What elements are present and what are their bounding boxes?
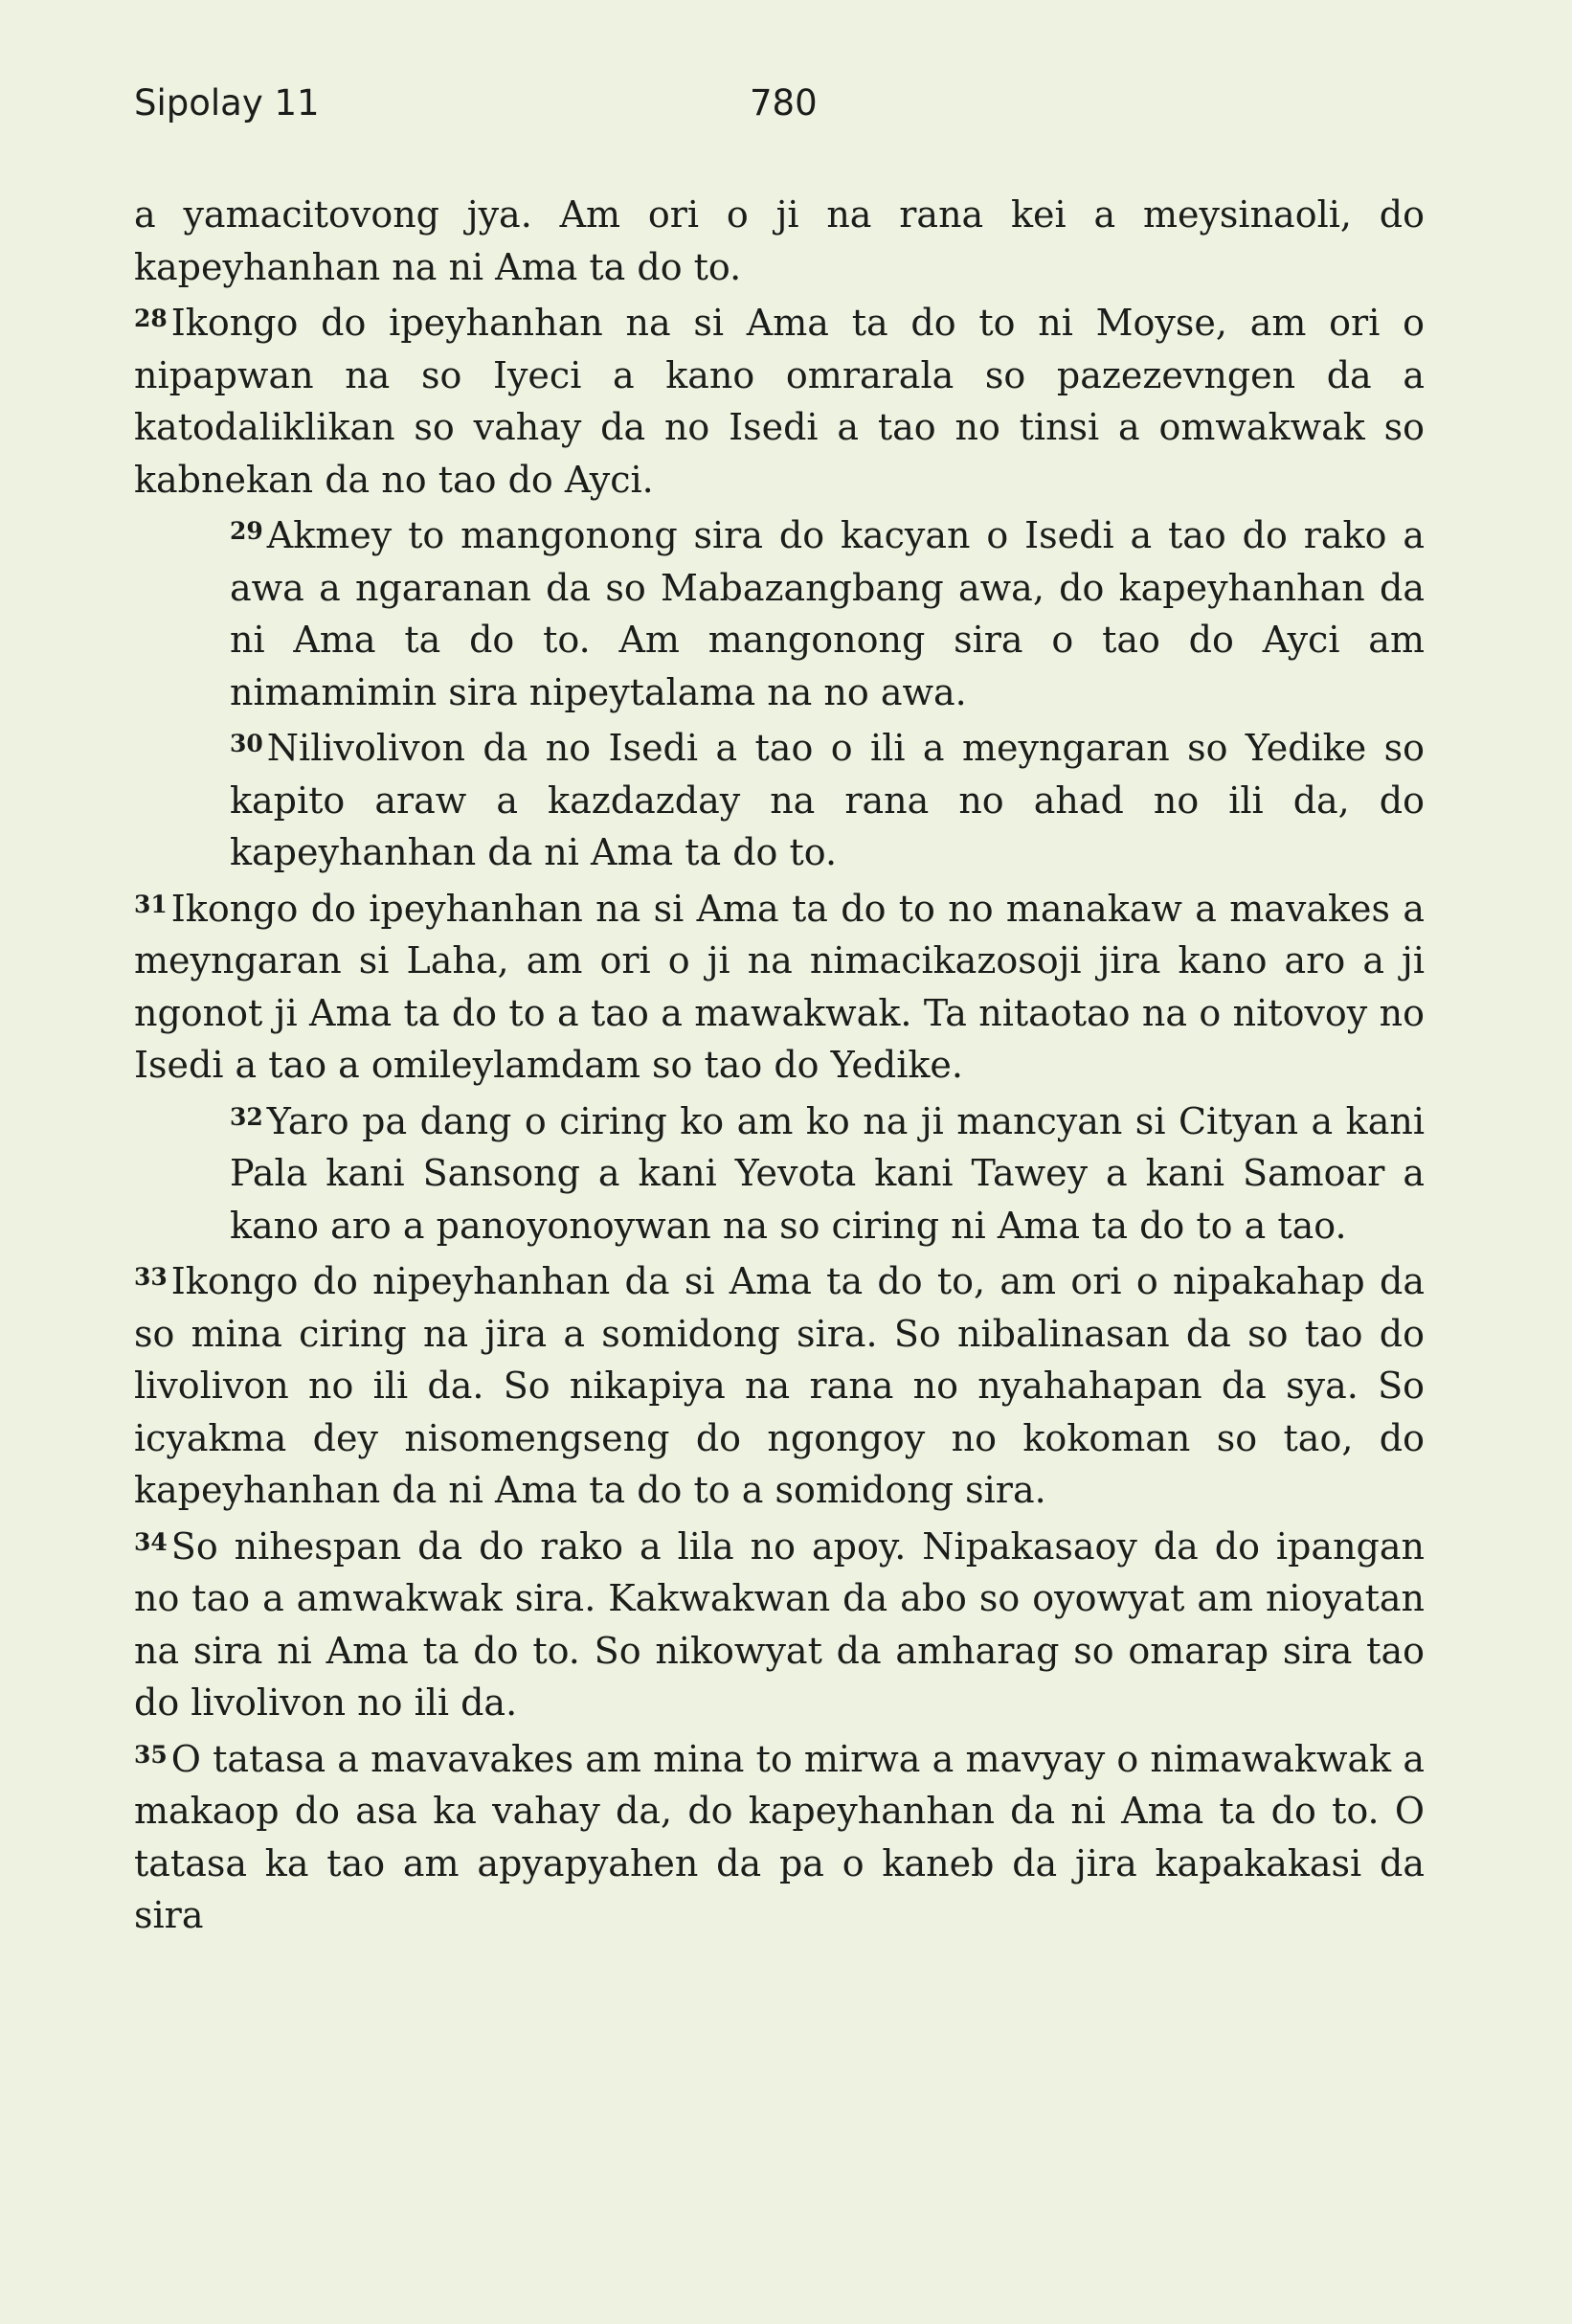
page-number: 780 (750, 82, 818, 124)
verse-text: Ikongo do ipeyhanhan na si Ama ta do to ni Moyse, am ori o nipapwan na so Iyeci a kano omrarala so pazezevngen da a katodaliklikan so vahay da no Isedi a tao no tinsi a omwakwak so kabnekan da no tao do Ayci. (134, 302, 1425, 501)
verse-text: Akmey to mangonong sira do kacyan o Isedi a tao do rako a awa a ngaranan da so Mabazangbang awa, do kapeyhanhan da ni Ama ta do to. Am mangonong sira o tao do Ayci am nimamimin sira nipeytalama na no awa. (230, 514, 1425, 713)
verse-34 (134, 1517, 1425, 1729)
verse-text: Nilivolivon da no Isedi a tao o ili a meyngaran so Yedike so kapito araw a kazdazday na rana no ahad no ili da, do kapeyhanhan da ni Ama ta do to. (230, 727, 1425, 873)
verse-text: Yaro pa dang o ciring ko am ko na ji mancyan si Cityan a kani Pala kani Sansong a kani Yevota kani Tawey a kani Samoar a kano aro a panoyonoywan na so ciring ni Ama ta do to a tao. (230, 1099, 1425, 1247)
verse-number: 34 (134, 1527, 168, 1556)
verse-text: Ikongo do nipeyhanhan da si Ama ta do to, am ori o nipakahap da so mina ciring na jira a somidong sira. So nibalinasan da so tao do livolivon no ili da. So nikapiya na rana no nyahahapan da sya. So icyakma dey nisomengseng do ngongoy no kokoman so tao, do kapeyhanhan da ni Ama ta do to a somidong sira. (134, 1260, 1425, 1511)
verse-number: 33 (134, 1263, 168, 1291)
verse-text: So nihespan da do rako a lila no apoy. Nipakasaoy da do ipangan no tao a amwakwak sira. Kakwakwan da abo so oyowyat am nioyatan na sira ni Ama ta do to. So nikowyat da amharag so omarap sira tao do livolivon no ili da. (134, 1524, 1425, 1724)
verse-31 (134, 879, 1425, 1092)
verse-number: 32 (230, 1102, 263, 1131)
paragraph (134, 189, 1425, 293)
verse-30 (134, 718, 1425, 879)
verse-29 (134, 506, 1425, 718)
body-text (134, 189, 1425, 1942)
verse-number: 31 (134, 890, 168, 918)
verse-33 (134, 1252, 1425, 1517)
verse-28 (134, 293, 1425, 506)
verse-number: 28 (134, 305, 168, 332)
verse-32 (134, 1092, 1425, 1252)
verse-text: Ikongo do ipeyhanhan na si Ama ta do to no manakaw a mavakes a meyngaran si Laha, am ori o ji na nimacikazosoji jira kano aro a ji ngonot ji Ama ta do to a tao a mawakwak. Ta nitaotao na o nitovoy no Isedi a tao a omileylamdam so tao do Yedike. (134, 887, 1425, 1086)
running-head: Sipolay 11 (134, 82, 320, 124)
verse-number: 29 (230, 517, 263, 545)
verse-35 (134, 1729, 1425, 1942)
page-header (134, 82, 1438, 140)
verse-number: 30 (230, 730, 263, 757)
verse-number: 35 (134, 1740, 168, 1769)
paragraph-text: a yamacitovong jya. Am ori o ji na rana kei a meysinaoli, do kapeyhanhan na ni Ama ta do to. (134, 193, 1425, 288)
verse-text: O tatasa a mavavakes am mina to mirwa a mavyay o nimawakwak a makaop do asa ka vahay da, do kapeyhanhan da ni Ama ta do to. O tatasa ka tao am apyapyahen da pa o kaneb da jira kapakakasi da sira (134, 1737, 1425, 1936)
